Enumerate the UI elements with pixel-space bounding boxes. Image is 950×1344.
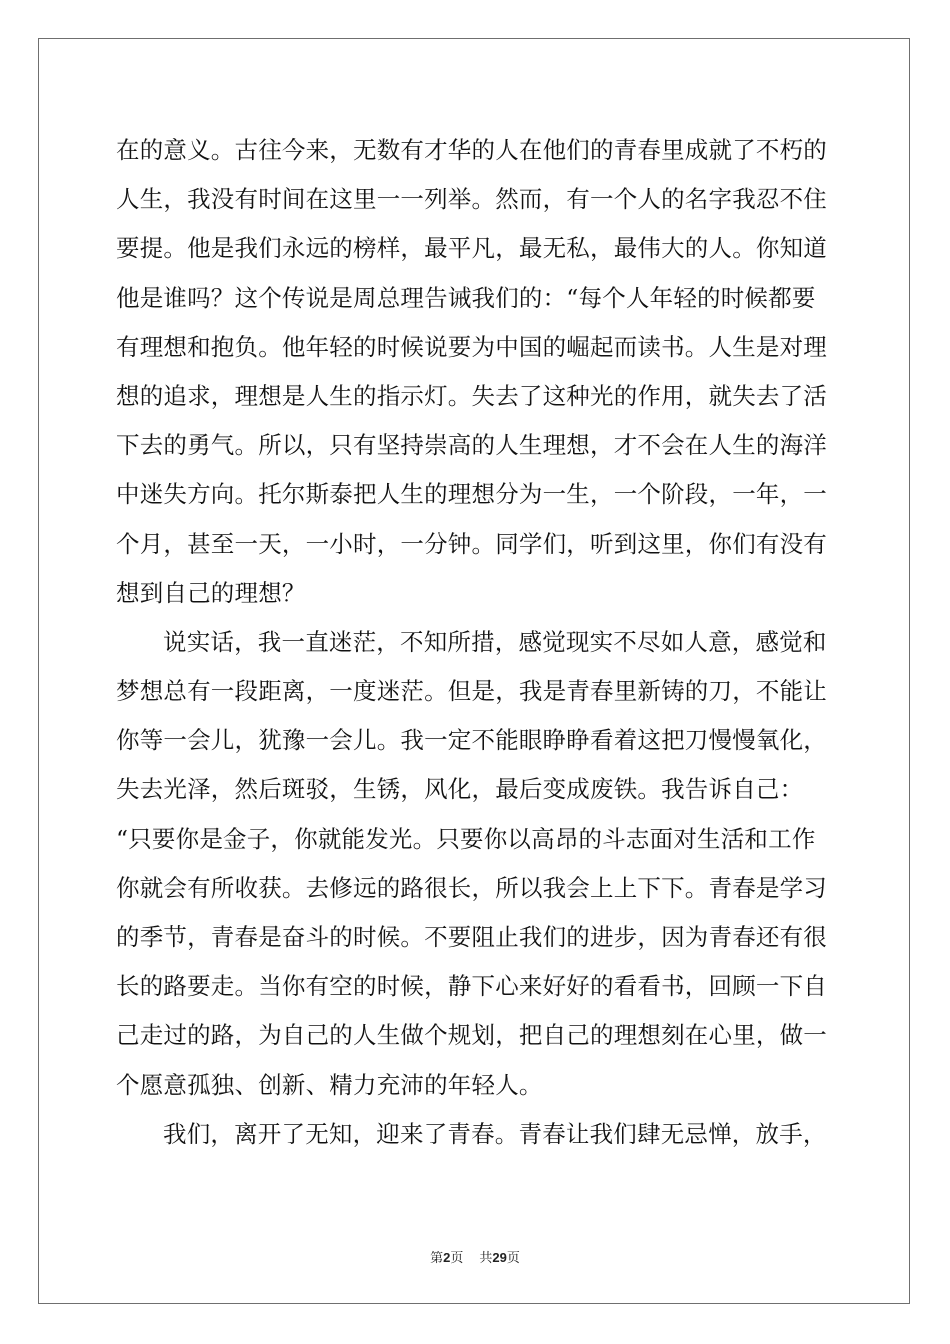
text-line: 他是谁吗？这个传说是周总理告诫我们的：“每个人年轻的时候都要 bbox=[116, 283, 816, 312]
page-footer bbox=[0, 1247, 950, 1266]
text-line: 个愿意孤独、创新、精力充沛的年轻人。 bbox=[116, 1070, 543, 1099]
text-line: 在的意义。古往今来，无数有才华的人在他们的青春里成就了不朽的 bbox=[116, 136, 827, 164]
text-line: 个月，甚至一天，一小时，一分钟。同学们，听到这里，你们有没有 bbox=[116, 529, 827, 558]
paragraph-first-line: 说实话，我一直迷茫，不知所措，感觉现实不尽如人意，感觉和 bbox=[163, 627, 827, 656]
text-line: “只要你是金子，你就能发光。只要你以高昂的斗志面对生活和工作 bbox=[116, 824, 816, 853]
total-label-prefix: 共 bbox=[479, 1251, 493, 1266]
text-line: 己走过的路，为自己的人生做个规划，把自己的理想刻在心里，做一 bbox=[116, 1021, 827, 1050]
text-line: 中迷失方向。托尔斯泰把人生的理想分为一生，一个阶段，一年，一 bbox=[116, 480, 827, 509]
page-label-prefix: 第 bbox=[430, 1251, 444, 1266]
text-line: 想的追求，理想是人生的指示灯。失去了这种光的作用，就失去了活 bbox=[116, 381, 827, 410]
total-label-suffix: 页 bbox=[506, 1251, 520, 1266]
paragraph-first-line: 我们，离开了无知，迎来了青春。青春让我们肆无忌惮，放手， bbox=[163, 1119, 827, 1148]
text-line: 失去光泽，然后斑驳，生锈，风化，最后变成废铁。我告诉自己： bbox=[116, 775, 804, 804]
text-line: 的季节，青春是奋斗的时候。不要阻止我们的进步，因为青春还有很 bbox=[116, 923, 827, 951]
text-line: 长的路要走。当你有空的时候，静下心来好好的看看书，回顾一下自 bbox=[116, 972, 827, 1001]
text-line: 要提。他是我们永远的榜样，最平凡，最无私，最伟大的人。你知道 bbox=[116, 234, 827, 263]
text-line: 你就会有所收获。去修远的路很长，所以我会上上下下。青春是学习 bbox=[116, 873, 827, 902]
text-line: 想到自己的理想？ bbox=[116, 578, 306, 607]
text-line: 你等一会儿，犹豫一会儿。我一定不能眼睁睁看着这把刀慢慢氧化， bbox=[116, 726, 827, 755]
total-pages: 29 bbox=[492, 1250, 507, 1265]
page-label-suffix: 页 bbox=[450, 1251, 464, 1266]
text-line: 下去的勇气。所以，只有坚持崇高的人生理想，才不会在人生的海洋 bbox=[116, 431, 827, 460]
text-line: 梦想总有一段距离，一度迷茫。但是，我是青春里新铸的刀，不能让 bbox=[116, 677, 827, 706]
text-line: 人生，我没有时间在这里一一列举。然而，有一个人的名字我忍不住 bbox=[116, 185, 827, 214]
text-line: 有理想和抱负。他年轻的时候说要为中国的崛起而读书。人生是对理 bbox=[116, 332, 827, 361]
document-body bbox=[116, 126, 834, 1159]
page-number: 2 bbox=[443, 1250, 451, 1265]
